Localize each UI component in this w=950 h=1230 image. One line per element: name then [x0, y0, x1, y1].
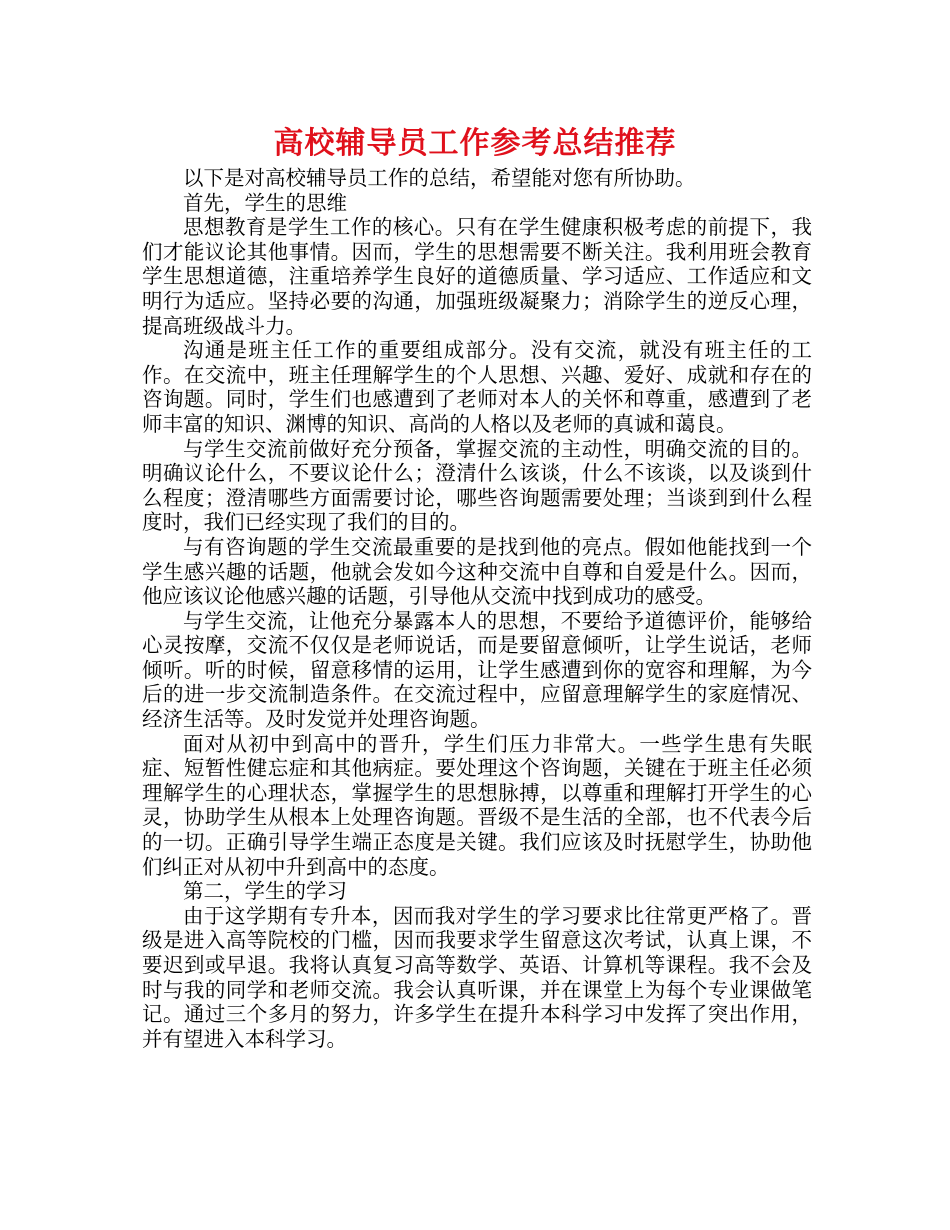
body-paragraph: 与学生交流前做好充分预备，掌握交流的主动性，明确交流的目的。明确议论什么，不要议论什么；澄清什么该谈，什么不该谈，以及谈到什么程度；澄清哪些方面需要讨论，哪些咨询题需要处理；当谈到到什么程度时，我们已经实现了我们的目的。 — [142, 436, 812, 535]
section-heading-study: 第二，学生的学习 — [183, 879, 347, 904]
body-paragraph: 由于这学期有专升本，因而我对学生的学习要求比往常更严格了。晋级是进入高等院校的门槛，因而我要求学生留意这次考试，认真上课，不要迟到或早退。我将认真复习高等数学、英语、计算机等课程。我不会及时与我的同学和老师交流。我会认真听课，并在课堂上为每个专业课做笔记。通过三个多月的努力，许多学生在提升本科学习中发挥了突出作用，并有望进入本科学习。 — [142, 903, 812, 1051]
document-title: 高校辅导员工作参考总结推荐 — [273, 126, 677, 161]
body-paragraph: 沟通是班主任工作的重要组成部分。没有交流，就没有班主任的工作。在交流中，班主任理解学生的个人思想、兴趣、爱好、成就和存在的咨询题。同时，学生们也感遭到了老师对本人的关怀和尊重，感遭到了老师丰富的知识、渊博的知识、高尚的人格以及老师的真诚和蔼良。 — [142, 338, 812, 436]
intro-paragraph: 以下是对高校辅导员工作的总结，希望能对您有所协助。 — [183, 166, 696, 190]
section-heading-thought: 首先，学生的思维 — [183, 190, 347, 215]
body-paragraph: 与学生交流，让他充分暴露本人的思想，不要给予道德评价，能够给心灵按摩，交流不仅仅是老师说话，而是要留意倾听，让学生说话，老师倾听。听的时候，留意移情的运用，让学生感遭到你的宽容和理解，为今后的进一步交流制造条件。在交流过程中，应留意理解学生的家庭情况、经济生活等。及时发觉并处理咨询题。 — [142, 608, 812, 732]
body-paragraph: 面对从初中到高中的晋升，学生们压力非常大。一些学生患有失眠症、短暂性健忘症和其他病症。要处理这个咨询题，关键在于班主任必须理解学生的心理状态，掌握学生的思想脉搏，以尊重和理解打开学生的心灵，协助学生从根本上处理咨询题。晋级不是生活的全部，也不代表今后的一切。正确引导学生端正态度是关键。我们应该及时抚慰学生，协助他们纠正对从初中升到高中的态度。 — [142, 731, 812, 879]
body-paragraph: 与有咨询题的学生交流最重要的是找到他的亮点。假如他能找到一个学生感兴趣的话题，他就会发如今这种交流中自尊和自爱是什么。因而，他应该议论他感兴趣的话题，引导他从交流中找到成功的感受。 — [142, 534, 812, 609]
document-body — [142, 166, 812, 1051]
body-paragraph: 思想教育是学生工作的核心。只有在学生健康积极考虑的前提下，我们才能议论其他事情。因而，学生的思想需要不断关注。我利用班会教育学生思想道德，注重培养学生良好的道德质量、学习适应、工作适应和文明行为适应。坚持必要的沟通，加强班级凝聚力；消除学生的逆反心理，提高班级战斗力。 — [142, 215, 812, 338]
